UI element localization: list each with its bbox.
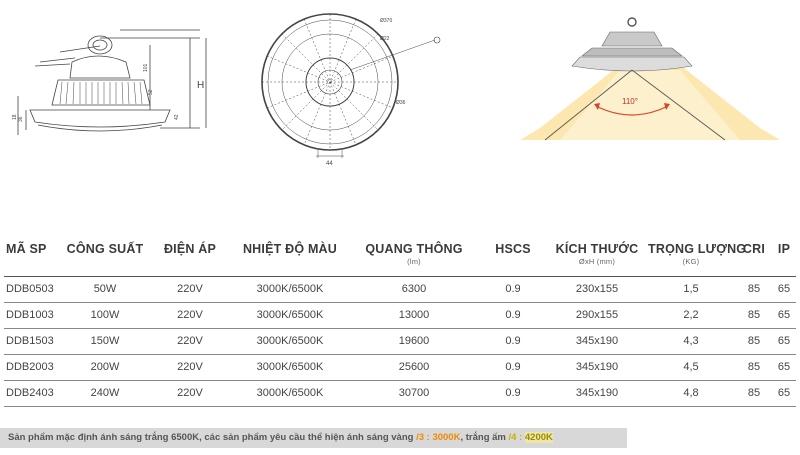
svg-text:52: 52 [148, 89, 154, 95]
svg-text:44: 44 [326, 161, 333, 167]
beam-angle-drawing [520, 18, 780, 140]
height-label: H [197, 80, 205, 91]
col-header-weight: TRỌNG LƯỢNG (KG) [648, 242, 747, 266]
col-header-cri: CRI [742, 242, 766, 256]
table-row: DDB2003 200W 220V 3000K/6500K 25600 0.9 345x190 4,5 85 65 [4, 354, 796, 380]
table-row: DDB1003 100W 220V 3000K/6500K 13000 0.9 290x155 2,2 85 65 [4, 302, 796, 328]
table-row: DDB0503 50W 220V 3000K/6500K 6300 0.9 230x155 1,5 85 65 [4, 276, 796, 302]
top-view-drawing [262, 14, 440, 158]
svg-text:36: 36 [18, 116, 24, 122]
svg-text:Ø36: Ø36 [396, 100, 406, 106]
table-header-row [4, 238, 796, 276]
col-header-code: MÃ SP [6, 242, 47, 256]
col-header-size: KÍCH THƯỚC ØxH (mm) [555, 242, 639, 266]
spec-table [4, 238, 796, 407]
col-header-lumen: QUANG THÔNG (lm) [365, 242, 463, 266]
col-header-cct: NHIỆT ĐỘ MÀU [242, 242, 338, 256]
color-temperature-note: Sản phẩm mặc định ánh sáng trắng 6500K, các sản phẩm yêu cầu thể hiện ánh sáng vàng /3 : 3000K, trắng ấm /4 : 4200K [0, 428, 627, 448]
svg-text:42: 42 [174, 114, 180, 120]
table-row: DDB1503 150W 220V 3000K/6500K 19600 0.9 345x190 4,3 85 65 [4, 328, 796, 354]
beam-angle-label: 110° [622, 97, 638, 106]
col-header-ip: IP [777, 242, 791, 256]
table-row: DDB2403 240W 220V 3000K/6500K 30700 0.9 345x190 4,8 85 65 [4, 380, 796, 406]
svg-text:101: 101 [143, 63, 149, 72]
svg-text:Ø370: Ø370 [380, 18, 393, 24]
svg-text:Ø22: Ø22 [380, 36, 390, 42]
col-header-power: CÔNG SUẤT [66, 242, 144, 256]
product-drawings [0, 0, 800, 170]
svg-text:18: 18 [12, 114, 18, 120]
col-header-pf: HSCS [495, 242, 531, 256]
col-header-voltage: ĐIỆN ÁP [163, 242, 217, 256]
